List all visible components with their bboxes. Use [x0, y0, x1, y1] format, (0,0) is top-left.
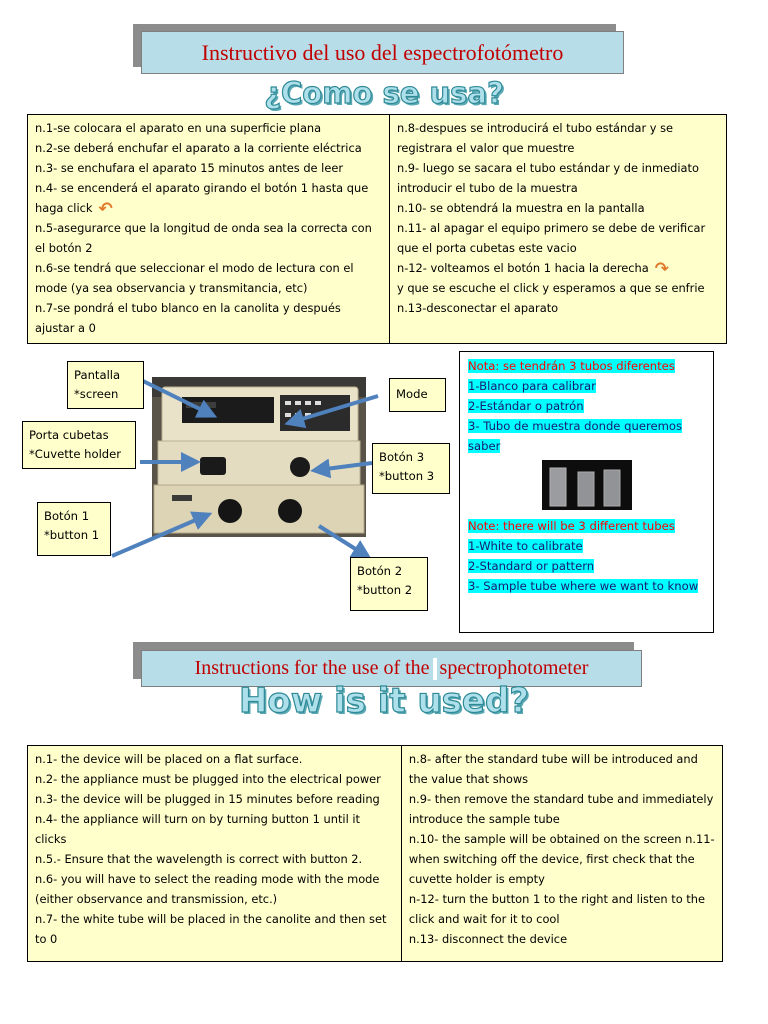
callout-porta-cubetas: Porta cubetas *Cuvette holder — [22, 421, 136, 469]
instruction-item: n.6- you will have to select the reading mode with the mode (either observance and transmission, etc.) — [35, 872, 380, 906]
cuvettes-photo — [542, 460, 632, 510]
instruction-item: n.4- the appliance will turn on by turning button 1 until it clicks — [35, 812, 360, 846]
note-title-es: Nota: se tendrán 3 tubos diferentes — [468, 359, 675, 373]
note-title-en: Note: there will be 3 different tubes — [468, 519, 675, 533]
instruction-item: n.8-despues se introducirá el tubo estándar y se registrara el valor que muestre — [396, 121, 674, 155]
instructions-column-left-es — [28, 115, 389, 343]
instruction-item: n.13- disconnect the device — [408, 932, 568, 946]
curved-arrow-icon: ↶ — [98, 198, 113, 219]
text-cursor — [433, 658, 437, 680]
instruction-item: n.3- the device will be plugged in 15 minutes before reading — [35, 792, 380, 806]
instruction-item: n.1- the device will be placed on a flat surface. — [35, 752, 303, 766]
instruction-item: n.11- al apagar el equipo primero se debe de verificar que el porta cubetas este vacio — [396, 221, 706, 255]
instruction-item: n.9- then remove the standard tube and immediately introduce the sample tube — [408, 792, 714, 826]
instructions-table-en — [27, 745, 723, 962]
page-title-en-part-a: Instructions for the use of the — [194, 657, 430, 679]
note-item: 3- Tubo de muestra donde queremos saber — [468, 419, 683, 453]
instructions-column-right-en — [401, 746, 722, 961]
instruction-item: n.7-se pondrá el tubo blanco en la canolita y después ajustar a 0 — [35, 301, 341, 335]
instruction-item: n.5.- Ensure that the wavelength is correct with button 2. — [35, 852, 363, 866]
note-item: 2-Standard or pattern — [468, 559, 595, 573]
instruction-item: n.1-se colocara el aparato en una superficie plana — [35, 121, 322, 135]
curved-arrow-icon: ↷ — [654, 258, 669, 279]
instruction-item: n.10- the sample will be obtained on the screen n.11- when switching off the device, first check that the cuvette holder is empty — [408, 832, 715, 886]
instruction-item: n.2- the appliance must be plugged into the electrical power — [35, 772, 381, 786]
instruction-item: n.3- se enchufara el aparato 15 minutos antes de leer — [35, 161, 344, 175]
instruction-item: n.13-desconectar el aparato — [396, 301, 559, 315]
instructions-column-right-es — [389, 115, 726, 343]
note-item: 1-White to calibrate — [468, 539, 583, 553]
instruction-item: n.8- after the standard tube will be introduced and the value that shows — [408, 752, 698, 786]
heading-es: ¿Como se usa? — [264, 76, 504, 110]
instruction-item: n.9- luego se sacara el tubo estándar y de inmediato introducir el tubo de la muestra — [396, 161, 699, 195]
tubes-note — [459, 351, 714, 633]
instruction-item: n.6-se tendrá que seleccionar el modo de lectura con el mode (ya sea observancia y transmitancia, etc) — [35, 261, 354, 295]
page-title-es-text: Instructivo del uso del espectrofotómetro — [201, 39, 564, 65]
instruction-item: n.10- se obtendrá la muestra en la pantalla — [396, 201, 645, 215]
note-item: 2-Estándar o patrón — [468, 399, 584, 413]
instruction-item: n.5-asegurarce que la longitud de onda sea la correcta con el botón 2 — [35, 221, 372, 255]
note-item: 1-Blanco para calibrar — [468, 379, 596, 393]
instruction-item: n-12- volteamos el botón 1 hacia la derecha ↷ — [396, 258, 669, 279]
instructions-table-es — [27, 114, 727, 344]
instructions-column-left-en — [28, 746, 401, 961]
instruction-item: n.2-se deberá enchufar el aparato a la corriente eléctrica — [35, 141, 362, 155]
instruction-item: n.4- se encenderá el aparato girando el botón 1 hasta que haga click ↶ — [35, 181, 369, 219]
instruction-item: y que se escuche el click y esperamos a que se enfrie — [396, 281, 705, 295]
callout-boton-1: Botón 1 *button 1 — [37, 502, 111, 556]
instruction-item: n.7- the white tube will be placed in the canolite and then set to 0 — [35, 912, 387, 946]
callout-pantalla: Pantalla *screen — [67, 361, 144, 409]
heading-en: How is it used? — [238, 681, 530, 721]
callout-boton-3: Botón 3 *button 3 — [372, 443, 450, 494]
note-item: 3- Sample tube where we want to know — [468, 579, 699, 593]
instruction-item: n-12- turn the button 1 to the right and listen to the click and wait for it to cool — [408, 892, 705, 926]
page-title-es — [141, 31, 624, 74]
page-title-en-part-b: spectrophotometer — [439, 657, 589, 679]
callout-boton-2: Botón 2 *button 2 — [350, 557, 428, 611]
callout-mode: Mode — [389, 378, 446, 412]
spectrophotometer-photo — [152, 377, 366, 537]
